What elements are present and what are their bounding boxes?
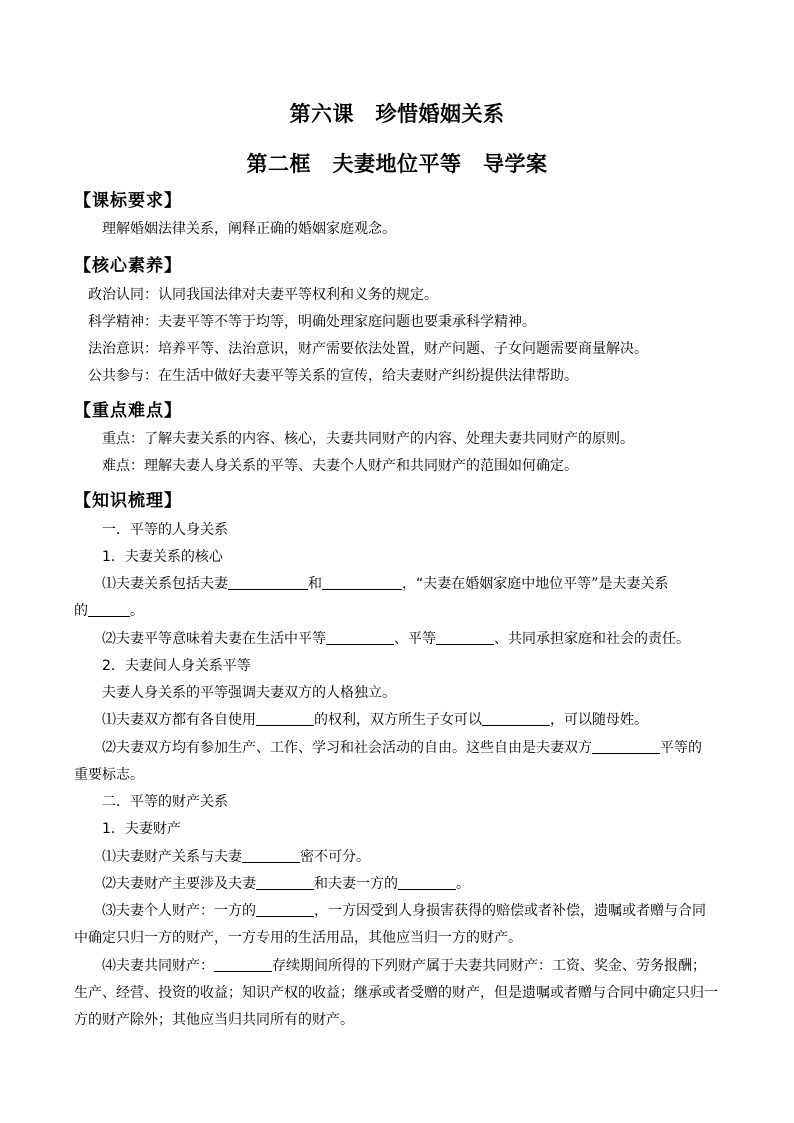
- fill-blank: [482, 711, 550, 726]
- part2-sub1: 1．夫妻财产: [102, 821, 181, 837]
- fill-blank: [242, 848, 300, 863]
- fill-blank: [88, 602, 130, 617]
- part1-sub2: 2．夫妻间人身关系平等: [102, 658, 251, 674]
- zhongdian-item: 重点：了解夫妻关系的内容、核心，夫妻共同财产的内容、处理夫妻共同财产的原则。: [102, 431, 634, 447]
- part2-q2: ⑵夫妻财产主要涉及夫妻 和夫妻一方的 。: [102, 876, 470, 892]
- kebiao-text: 理解婚姻法律关系，阐释正确的婚姻家庭观念。: [102, 221, 396, 237]
- fill-blank: [398, 875, 456, 890]
- fill-blank: [256, 711, 314, 726]
- fill-blank: [256, 875, 314, 890]
- part2-q4-line2: 生产、经营、投资的收益；知识产权的收益；继承或者受赠的财产，但是遗嘱或者赠与合同中确定只归一: [74, 985, 718, 1001]
- part1-q1-line2: 的 。: [74, 603, 144, 619]
- part2-q4-line3: 方的财产除外；其他应当归共同所有的财产。: [74, 1012, 354, 1028]
- part2-q4-line1: ⑷夫妻共同财产： 存续期间所得的下列财产属于夫妻共同财产：工资、奖金、劳务报酬；: [102, 958, 706, 974]
- hexin-item: 法治意识：培养平等、法治意识，财产需要依法处置，财产问题、子女问题需要商量解决。: [88, 341, 648, 357]
- hexin-item: 科学精神：夫妻平等不等于均等，明确处理家庭问题也要秉承科学精神。: [88, 314, 536, 330]
- part1-intro: 夫妻人身关系的平等强调夫妻双方的人格独立。: [102, 685, 396, 701]
- zhongdian-item: 难点：理解夫妻人身关系的平等、夫妻个人财产和共同财产的范围如何确定。: [102, 458, 578, 474]
- section-heading-zhongdian: 【重点难点】: [74, 401, 182, 421]
- fill-blank: [326, 630, 394, 645]
- section-heading-kebiao: 【课标要求】: [74, 191, 182, 211]
- part2-q1: ⑴夫妻财产关系与夫妻 密不可分。: [102, 849, 370, 865]
- lesson-subtitle: 第二框 夫妻地位平等 导学案: [246, 151, 548, 176]
- fill-blank: [436, 630, 494, 645]
- part1-heading: 一．平等的人身关系: [102, 522, 228, 538]
- part2-q3-line2: 中确定只归一方的财产，一方专用的生活用品，其他应当归一方的财产。: [74, 930, 522, 946]
- fill-blank: [214, 957, 272, 972]
- hexin-item: 公共参与：在生活中做好夫妻平等关系的宣传，给夫妻财产纠纷提供法律帮助。: [88, 368, 578, 384]
- fill-blank: [256, 902, 314, 917]
- fill-blank: [228, 575, 308, 590]
- fill-blank: [322, 575, 402, 590]
- fill-blank: [592, 739, 660, 754]
- part1-q4-line2: 重要标志。: [74, 767, 144, 783]
- part1-q4-line1: ⑵夫妻双方均有参加生产、工作、学习和社会活动的自由。这些自由是夫妻双方 平等的: [102, 740, 702, 756]
- hexin-item: 政治认同：认同我国法律对夫妻平等权利和义务的规定。: [88, 287, 438, 303]
- section-heading-hexin: 【核心素养】: [74, 256, 182, 276]
- lesson-title: 第六课 珍惜婚姻关系: [289, 101, 505, 126]
- part1-sub1: 1．夫妻关系的核心: [102, 549, 223, 565]
- part2-heading: 二．平等的财产关系: [102, 794, 228, 810]
- section-heading-zhishi: 【知识梳理】: [74, 491, 182, 511]
- part2-q3-line1: ⑶夫妻个人财产：一方的 ，一方因受到人身损害获得的赔偿或者补偿，遗嘱或者赠与合同: [102, 903, 706, 919]
- part1-q1-line1: ⑴夫妻关系包括夫妻 和 ，“夫妻在婚姻家庭中地位平等”是夫妻关系: [102, 576, 669, 592]
- part1-q3: ⑴夫妻双方都有各自使用 的权利，双方所生子女可以 ，可以随母姓。: [102, 712, 648, 728]
- part1-q2: ⑵夫妻平等意味着夫妻在生活中平等 、平等 、共同承担家庭和社会的责任。: [102, 631, 690, 647]
